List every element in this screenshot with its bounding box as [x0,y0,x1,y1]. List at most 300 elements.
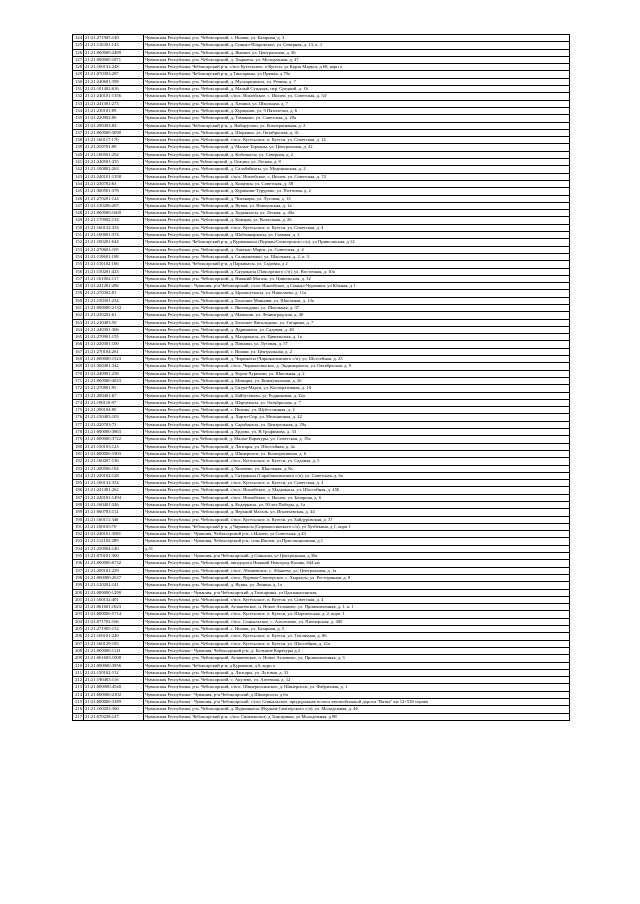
table-row [73,370,570,377]
address: Чувашская Республика, Чебоксарский р-н, д Курмыши, д 6, корп а [144,662,570,669]
address: Чувашская Республика - Чувашия, р-н Чебоксарский, д Синьялы, ул Центральная, д 30а [144,553,570,560]
cadastral-number: 21:21:270603:105 [84,246,144,253]
table-row [73,662,570,669]
address: Чувашская Республика, р-н. Чебоксарский, д. Чиганары, ул. Луговая, д. 13 [144,195,570,202]
document-page [72,34,569,721]
row-number: 149 [73,217,84,224]
cadastral-number: 21:21:000000:2133 [84,304,144,311]
address: д.51 [144,545,570,552]
table-row [73,290,570,297]
address: Чувашская Республика, Чебоксарский р-н, д Паркикасы, ул. Садовая, д 2 [144,261,570,268]
address: Чувашская Республика, р-н. Чебоксарский, д. Кшачево, ул. Школьная, д. 8а [144,465,570,472]
cadastral-number: 21:21:240101:3081 [84,531,144,538]
cadastral-number: 21:21:230202:61 [84,312,144,319]
table-row [73,574,570,581]
address: Чувашская Республика, р-н. Чебоксарский, с. Ишаки, ул. Базарная, д. 3 [144,35,570,42]
cadastral-number: 21:21:160111:346 [84,516,144,523]
row-number: 184 [73,472,84,479]
table-row [73,699,570,706]
row-number: 187 [73,494,84,501]
cadastral-number: 21:21:000000:4023 [84,377,144,384]
row-number: 125 [73,42,84,49]
row-number: 162 [73,312,84,319]
address: Чувашская Республика, р-н. Чебоксарский, д. Мамыши, ул. Ленинградская, д. 40 [144,312,570,319]
table-row [73,691,570,698]
cadastral-number: 21:21:160132:354 [84,480,144,487]
address: Чувашская Республика, р-н Чебоксарский, д. Малые Карачуры, ул. Советская, д. 19а [144,436,570,443]
address: Чувашская Республика, р-н. Чебоксарский, д. Кодеркасы, ул. 50 лет Победы, д. 1а [144,502,570,509]
cadastral-number: 21:21:000000:1290 [84,589,144,596]
address: Чувашская Республика, р-н. Чебоксарский, с/пос. Кугесьское, п. Кугеси, ул. Байдуровская, д. 37 [144,516,570,523]
row-number: 216 [73,706,84,713]
table-row [73,392,570,399]
cadastral-number: 21:21:160117:170 [84,137,144,144]
address: Чувашская Республика, р-н. Чебоксарский, с/пос. Кугесьское, п. Кугеси, ул. Тепличная, д. 86 [144,633,570,640]
address: Чувашская Республика, р-н. Чебоксарский, д. Яныши, ул. Центральная, д. 36 [144,49,570,56]
table-row [73,633,570,640]
row-number: 131 [73,86,84,93]
address: Чувашская Республика, Чебоксарский р-н, д Вурманкасы (Вурман-Сюктерского с/п), ул Приволжская, д 12 [144,239,570,246]
address: Чувашская Республика, р-н. Чебоксарский, с/пос. Синьяльское, с. Альгешево, ул. Пионерская, д. 40б [144,618,570,625]
cadastral-number: 21:21:241401:262 [84,487,144,494]
cadastral-number: 21:21:200401:67 [84,392,144,399]
address: Чувашская Республика, р-н. Чебоксарский, д. Мижары, ул. Коммунальная, д. 26 [144,377,570,384]
table-row [73,253,570,260]
address: Чувашская Республика, р-н. Чебоксарский, с. Икково, ул. Шубоссинная, д. 2 [144,407,570,414]
cadastral-number: 21:21:000000:5714 [84,611,144,618]
row-number: 207 [73,640,84,647]
cadastral-number: 21:21:290303:84 [84,122,144,129]
address: Чувашская Республика, р-н. Чебоксарский, д. Кшаушы, ул. Советская, д. 38 [144,180,570,187]
row-number: 197 [73,567,84,574]
row-number: 171 [73,377,84,384]
table-row [73,107,570,114]
table-row [73,224,570,231]
cadastral-number: 21:21:220703:73 [84,421,144,428]
row-number: 213 [73,684,84,691]
address: Чувашская Республика, р-н. Чебоксарский, с/пос. Кугесьское, п. Кугеси, ул. Советская, д. 4 [144,480,570,487]
table-row [73,421,570,428]
cadastral-number: 21:21:240101:1358 [84,173,144,180]
table-row [73,538,570,545]
row-number: 134 [73,107,84,114]
row-number: 201 [73,596,84,603]
property-table [72,34,570,721]
table-row [73,377,570,384]
address: Чувашская Республика, р-н. Чебоксарский, д. Кожары, ул. Колхозная, д. 26 [144,217,570,224]
address: Чувашская Республика, р-н. Чебоксарский, д. Малдыкасы, ул. Цивильская, д. 1а [144,334,570,341]
cadastral-number: 21:21:070303:287 [84,71,144,78]
row-number: 129 [73,71,84,78]
table-row [73,86,570,93]
table-row [73,618,570,625]
row-number: 204 [73,618,84,625]
table-row [73,166,570,173]
row-number: 170 [73,370,84,377]
row-number: 189 [73,509,84,516]
table-row [73,319,570,326]
address: Чувашская Республика, р-н. Чебоксарский, д. Синьял-Покровское, ул. Северная, д. 13, к. 1 [144,42,570,49]
table-row [73,64,570,71]
address: Чувашская Республика, р-н. Чебоксарский, с/пос. Шинерпосинское, д. Шинерпоси, ул. Фабричная, д. 1 [144,684,570,691]
cadastral-number: 21:21:061605:1008 [84,655,144,662]
cadastral-number: 21:21:150301:234 [84,297,144,304]
row-number: 157 [73,275,84,282]
cadastral-number: 21:21:160132:401 [84,596,144,603]
address: Чувашская Республика - Чувашия, р-н Чебоксарский, с/пос Синьяльское, придорожная полоса автомобильной дороги "Вятка" км 12+530 справа [144,699,570,706]
table-row [73,713,570,720]
row-number: 141 [73,159,84,166]
row-number: 128 [73,64,84,71]
address: Чувашская Республика, р-н. Чебоксарский, д. Сятракасы (Лапсарского с/п), ул. Восточная, д. 10а [144,268,570,275]
address: Чувашская Республика, р-н. Чебоксарский, д. Шинерпоси, ул. Кооперативная, д. 6 [144,450,570,457]
table-row [73,553,570,560]
table-row [73,239,570,246]
row-number: 142 [73,166,84,173]
row-number: 203 [73,611,84,618]
address: Чувашская Республика, Чебоксарский р-н, д Чиршкасы (Сирмапосинского с/п), ул Хузбекина, д 1, корп 1 [144,523,570,530]
cadastral-number: 21:21:000000:1669 [84,210,144,217]
row-number: 193 [73,538,84,545]
table-row [73,502,570,509]
table-row [73,655,570,662]
address: Чувашская Республика, р-н. Чебоксарский, д. Нижний Магаль, ул. Цивильская, д. 32 [144,275,570,282]
row-number: 146 [73,195,84,202]
address: Чувашская Республика, Чебоксарский р-н, д Тинсарины, ул Прямая, д 79а [144,71,570,78]
address: Чувашская Республика, р-н. Чебоксарский, с/пос. Кугесьское, п. Кугеси, ул. Шоршелская, д. 2, корп. 1 [144,611,570,618]
cadastral-number: 21:21:000000:3956 [84,662,144,669]
cadastral-number: 21:21:110301:143 [84,42,144,49]
cadastral-number: 21:21:200506:194 [84,465,144,472]
address: Чувашская Республика, р-н. Чебоксарский, д. Ырашпуткасы, ул. Николаева, д. 11а [144,290,570,297]
cadastral-number: 21:21:250904:140 [84,545,144,552]
row-number: 205 [73,626,84,633]
cadastral-number: 21:21:270104:261 [84,348,144,355]
cadastral-number: 21:21:240301:306 [84,326,144,333]
address: Чувашская Республика, р-н. Чебоксарский, д. Байбусёвово, ул. Родниковая, д. 32а [144,392,570,399]
cadastral-number: 21:21:061601:1623 [84,604,144,611]
table-row [73,71,570,78]
address: Чувашская Республика, р-н. Чебоксарский, с/пос. Кугесьское, п. Кугеси, ул. Советская, д. 4 [144,224,570,231]
address: Чувашская Республика, р-н. Чебоксарский, д. Хачики, ул. Школьная, д. 7 [144,100,570,107]
address: Чувашская Республика, р-н. Чебоксарский, Атлашевское, п. Новое Атлашево, ул. Промышленная, д. 3 [144,655,570,662]
address: Чувашская Республика - Чувашия, р-н Чебоксарский, д Тинсарины, ул Цыганкасинская [144,589,570,596]
row-number: 138 [73,137,84,144]
row-number: 169 [73,363,84,370]
row-number: 183 [73,465,84,472]
address: Чувашская Республика, р-н. Чебоксарский, с/пос. Ишлейское, с. Ишлеи, ул. Базарная, д. 6 [144,494,570,501]
table-row [73,312,570,319]
row-number: 176 [73,414,84,421]
cadastral-number: 21:21:160207:136 [84,458,144,465]
row-number: 211 [73,669,84,676]
cadastral-number: 21:21:000000:3090 [84,129,144,136]
row-number: 127 [73,56,84,63]
row-number: 164 [73,326,84,333]
row-number: 209 [73,655,84,662]
row-number: 136 [73,122,84,129]
row-number: 153 [73,246,84,253]
address: Чувашская Республика, р-н. Чебоксарский, д. Кибечкасы, ул. Северная, д. 2 [144,151,570,158]
row-number: 152 [73,239,84,246]
cadastral-number: 21:21:120202:141 [84,582,144,589]
cadastral-number: 21:21:000000:6732 [84,560,144,567]
table-row [73,210,570,217]
table-row [73,480,570,487]
address: Чувашская Республика, р-н. Чебоксарский, д. Корак-Чуриаши, ул. Школьная, д. 2 [144,370,570,377]
address: Чувашская Республика, р-н. Чебоксарский, д. Томаково, ул. Советская, д. 20а [144,115,570,122]
table-row [73,144,570,151]
table-row [73,494,570,501]
cadastral-number: 21:21:100203:360 [84,706,144,713]
row-number: 192 [73,531,84,538]
table-row [73,137,570,144]
address: Чувашская Республика - Чувашия, Чебоксарский р-н, д. Большие Карачуры д.2 [144,647,570,654]
address: Чувашская Республика, р-н. Чебоксарский, с/пос. Вурман-Сюктерское, с. Хыркасы, ул. Ресторанная, д. 8 [144,574,570,581]
row-number: 158 [73,283,84,290]
table-row [73,202,570,209]
table-row [73,684,570,691]
table-row [73,596,570,603]
table-row [73,261,570,268]
table-row [73,341,570,348]
table-row [73,275,570,282]
row-number: 147 [73,202,84,209]
row-number: 124 [73,35,84,42]
address: Чувашская Республика, р-н. Чебоксарский, д. Салабайкасы, ул. Медицинская, д. 2 [144,166,570,173]
address: Чувашская Республика, р-н. Чебоксарский, с. Ишаки, ул. Центральная, д. 2 [144,348,570,355]
table-row [73,385,570,392]
row-number: 196 [73,560,84,567]
row-number: 185 [73,480,84,487]
cadastral-number: 21:21:100103:70 [84,523,144,530]
table-row [73,49,570,56]
row-number: 155 [73,261,84,268]
row-number: 156 [73,268,84,275]
cadastral-number: 21:21:240901:258 [84,370,144,377]
row-number: 199 [73,582,84,589]
row-number: 126 [73,49,84,56]
address: Чувашская Республика, р-н. Чебоксарский, д. Хирти-Сир, ул. Мельничная, д. 42 [144,414,570,421]
table-row [73,93,570,100]
table-row [73,304,570,311]
table-body [73,35,570,721]
table-row [73,429,570,436]
table-row [73,188,570,195]
row-number: 180 [73,443,84,450]
row-number: 165 [73,334,84,341]
table-row [73,647,570,654]
row-number: 137 [73,129,84,136]
table-row [73,450,570,457]
cadastral-number: 21:21:270901:155 [84,334,144,341]
table-row [73,100,570,107]
row-number: 144 [73,180,84,187]
row-number: 159 [73,290,84,297]
address: Чувашская Республика, р-н. Чебоксарский, д. Курмыши, ул. 9 Пятилетки, д. 6 [144,107,570,114]
address: Чувашская Республика, р-н. Чебоксарский, д. Большие Маннави, ул. Школьная, д. 13а [144,297,570,304]
address: Чувашская Республика, р-н. Чебоксарский, д. Хурынхасы, ул. Лесная, д. 40а [144,210,570,217]
address: Чувашская Республика, р-н. Чебоксарский, с. Янгильдино, ул. Школьная, д. 37 [144,304,570,311]
row-number: 135 [73,115,84,122]
row-number: 175 [73,407,84,414]
cadastral-number: 21:21:150201:423 [84,268,144,275]
cadastral-number: 21:21:000000:1523 [84,356,144,363]
address: Чувашская Республика, р-н. Чебоксарский, д. Салмановино, ул. Школьная, д. 2, к. 3 [144,253,570,260]
address: Чувашская Республика, р-н. Чебоксарский, с. Акулево, ул. Аптечная, д. 12 [144,677,570,684]
address: Чувашская Республика, р-н. Чебоксарский, д. Хыркасы, ул. Молодежная, д. 47 [144,56,570,63]
row-number: 177 [73,421,84,428]
row-number: 174 [73,399,84,406]
table-row [73,363,570,370]
cadastral-number: 21:21:110102:166 [84,261,144,268]
table-row [73,232,570,239]
table-row [73,414,570,421]
row-number: 140 [73,151,84,158]
cadastral-number: 21:21:060703:112 [84,509,144,516]
row-number: 154 [73,253,84,260]
cadastral-number: 21:21:070238:147 [84,713,144,720]
address: Чувашская Республика, Чебоксарский р-н, с/пос Кугесьское, п Кугеси, ул Карла Маркса, д 68, корп а [144,64,570,71]
table-row [73,297,570,304]
cadastral-number: 21:21:300501:378 [84,188,144,195]
row-number: 160 [73,297,84,304]
cadastral-number: 21:21:150102:152 [84,669,144,676]
cadastral-number: 21:21:230101:89 [84,107,144,114]
table-row [73,589,570,596]
cadastral-number: 21:21:300401:342 [84,363,144,370]
table-row [73,334,570,341]
cadastral-number: 21:21:150103:123 [84,443,144,450]
row-number: 161 [73,304,84,311]
row-number: 139 [73,144,84,151]
address: Чувашская Республика, р-н. Чебоксарский, д. Большое Янгильдино, ул. Гагарина, д. 7 [144,319,570,326]
row-number: 148 [73,210,84,217]
row-number: 145 [73,188,84,195]
row-number: 182 [73,458,84,465]
table-row [73,626,570,633]
address: Чувашская Республика, р-н. Чебоксарский, д. Малый Сундырь, пер. Средний, д. 16 [144,86,570,93]
table-row [73,195,570,202]
table-row [73,509,570,516]
address: Чувашская Республика, р-н. Чебоксарский, д. Сятракасы (Сарабакасинского с/п), ул. Советская, д. 6а [144,472,570,479]
table-row [73,180,570,187]
table-row [73,531,570,538]
table-row [73,78,570,85]
table-row [73,604,570,611]
cadastral-number: 21:21:240101:1356 [84,93,144,100]
address: Чувашская Республика, р-н. Чебоксарский, д. Мускаринкасы, ул. Речная, д. 7 [144,78,570,85]
table-row [73,611,570,618]
cadastral-number: 21:21:100601:374 [84,232,144,239]
cadastral-number: 21:21:241301:273 [84,100,144,107]
row-number: 186 [73,487,84,494]
address: Чувашская Республика, р-н. Чебоксарский, д. Сятра-Марги, ул. Кооперативная, д. 10 [144,385,570,392]
table-row [73,56,570,63]
row-number: 173 [73,392,84,399]
table-row [73,545,570,552]
address: Чувашская Республика, р-н. Чебоксарский, д. Анаткас-Марги, ул. Советская, д. 4 [144,246,570,253]
cadastral-number: 21:21:101402:616 [84,86,144,93]
table-row [73,268,570,275]
row-number: 163 [73,319,84,326]
cadastral-number: 21:21:160401:326 [84,502,144,509]
address: Чувашская Республика, р-н. Чебоксарский, с/пос. Ишлейское, д. Мадкакасы, ул. Шоссейная, д. 45Б [144,487,570,494]
cadastral-number: 21:21:070101:360 [84,553,144,560]
table-row [73,35,570,42]
address: Чувашская Республика, р-н. Чебоксарский, с/пос. Ишлейское, с. Ишлеи, ул. Советская, д. 72 [144,173,570,180]
address: Чувашская Республика, р-н. Чебоксарский, автодорога Нижний Новгород-Казань, 644 км [144,560,570,567]
address: Чувашская Республика, Чебоксарский р-н, с/пос Синьяльское, д Тинсарины, ул Молодежная, д 88 [144,713,570,720]
address: Чувашская Республика, р-н. Чебоксарский, д. Чиршкасы (Чиршкасинского с/п), ул. Шоссейная, д. 23 [144,356,570,363]
address: Чувашская Республика, р-н. Чебоксарский, д. Шорчекасы, ул. Октябрьская, д. 7 [144,399,570,406]
cadastral-number: 21:21:210403:59 [84,319,144,326]
cadastral-number: 21:21:120206:207 [84,202,144,209]
cadastral-number: 21:21:220902:86 [84,115,144,122]
table-row [73,560,570,567]
cadastral-number: 21:21:250701:89 [84,144,144,151]
row-number: 214 [73,691,84,698]
cadastral-number: 21:21:000000:2637 [84,574,144,581]
cadastral-number: 21:21:271905:152 [84,626,144,633]
address: Чувашская Республика, р-н. Чебоксарский, с/пос. Ишлейское, с. Ишлеи, ул. Советская, д. 54 [144,93,570,100]
address: Чувашская Республика, р-н. Чебоксарский, с/пос. Кугесьское, п. Кугеси, ул. Советская, д. 4 [144,596,570,603]
cadastral-number: 21:21:100802:263 [84,166,144,173]
table-row [73,246,570,253]
table-row [73,129,570,136]
table-row [73,42,570,49]
row-number: 166 [73,341,84,348]
table-row [73,487,570,494]
cadastral-number: 21:21:220301:100 [84,341,144,348]
table-row [73,356,570,363]
cadastral-number: 21:21:161002:117 [84,275,144,282]
address: Чувашская Республика - Чувашия, Чебоксарский р-н, стан.Ишлеи, ул.Пристанционная, д.1 [144,538,570,545]
address: Чувашская Республика, р-н. Чебоксарский, д. Шоркино, ул. Октябрьская, д. 41 [144,129,570,136]
row-number: 206 [73,633,84,640]
row-number: 194 [73,545,84,552]
address: Чувашская Республика, р-н. Чебоксарский, с/пос. Кугесьское, п. Кугеси, ул. Садовая, д. 5 [144,458,570,465]
table-row [73,326,570,333]
address: Чувашская Республика, р-н. Чебоксарский, с/пос. Чиршкасинское, д. Эндимиркасы, ул. Октябрьская, д. 9 [144,363,570,370]
cadastral-number: 21:21:000000:4540 [84,684,144,691]
cadastral-number: 21:21:190110:97 [84,399,144,406]
cadastral-number: 21:21:000000:3289 [84,699,144,706]
row-number: 150 [73,224,84,231]
table-row [73,706,570,713]
table-row [73,122,570,129]
address: Чувашская Республика, р-н. Чебоксарский, д. Сарабакасы, ул. Центральная, д. 29а [144,421,570,428]
row-number: 179 [73,436,84,443]
cadastral-number: 21:21:270201:124 [84,195,144,202]
row-number: 178 [73,429,84,436]
row-number: 200 [73,589,84,596]
row-number: 191 [73,523,84,530]
cadastral-number: 21:21:240501:255 [84,159,144,166]
table-row [73,458,570,465]
row-number: 143 [73,173,84,180]
address: Чувашская Республика, р-н. Чебоксарский, с/пос. Кугесьское, п. Кугеси, ул. Советская, д. 14 [144,137,570,144]
cadastral-number: 21:21:270801:95 [84,385,144,392]
table-row [73,159,570,166]
row-number: 190 [73,516,84,523]
row-number: 212 [73,677,84,684]
row-number: 133 [73,100,84,107]
cadastral-number: 21:21:100501:254 [84,151,144,158]
cadastral-number: 21:21:271905:149 [84,35,144,42]
row-number: 208 [73,647,84,654]
table-row [73,640,570,647]
